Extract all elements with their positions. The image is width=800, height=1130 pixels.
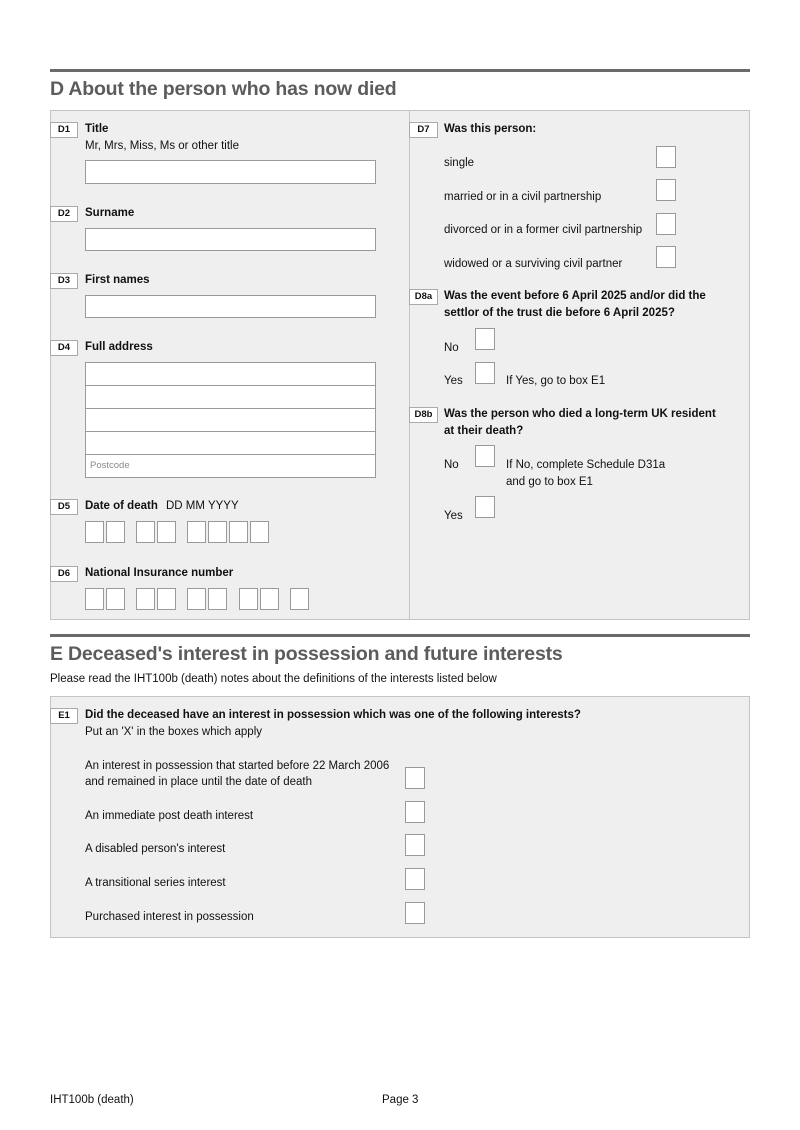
e1-option-label: Purchased interest in possession (85, 911, 254, 923)
d6-label: National Insurance number (85, 567, 234, 579)
d8b-no-checkbox[interactable] (475, 445, 495, 467)
d8b-yes-label: Yes (444, 510, 463, 522)
section-d-title: D About the person who has now died (50, 78, 397, 100)
dod-year-digit[interactable] (229, 521, 248, 543)
section-e-intro: Please read the IHT100b (death) notes about the definitions of the interests listed below (50, 673, 497, 685)
d4-code: D4 (50, 340, 78, 356)
footer-form-name: IHT100b (death) (50, 1094, 134, 1106)
section-e-title: E Deceased's interest in possession and future interests (50, 643, 563, 665)
e1-hint: Put an 'X' in the boxes which apply (85, 726, 262, 738)
ni-char[interactable] (260, 588, 279, 610)
d5-code: D5 (50, 499, 78, 515)
ni-char[interactable] (239, 588, 258, 610)
d7-option-label: married or in a civil partnership (444, 191, 602, 203)
e1-option-label: A transitional series interest (85, 877, 226, 889)
e1-option-label: An immediate post death interest (85, 810, 254, 822)
d8a-yes-label: Yes (444, 375, 463, 387)
full-address-field[interactable] (85, 362, 376, 478)
d7-married-checkbox[interactable] (656, 179, 676, 201)
e1-transitional-series-checkbox[interactable] (405, 868, 425, 890)
ni-char[interactable] (208, 588, 227, 610)
ni-char[interactable] (106, 588, 125, 610)
d8a-code: D8a (409, 289, 438, 305)
address-line-4[interactable] (85, 431, 376, 454)
d8a-label-line2: settlor of the trust die before 6 April 2025? (444, 307, 675, 319)
d7-label: Was this person: (444, 123, 537, 135)
title-input[interactable] (85, 160, 376, 184)
d2-code: D2 (50, 206, 78, 222)
d7-widowed-checkbox[interactable] (656, 246, 676, 268)
d8a-no-label: No (444, 342, 459, 354)
d2-label: Surname (85, 207, 135, 219)
d7-option-label: single (444, 157, 475, 169)
d8a-yes-checkbox[interactable] (475, 362, 495, 384)
postcode-label: Postcode (90, 460, 130, 471)
d7-divorced-checkbox[interactable] (656, 213, 676, 235)
d8b-label-line2: at their death? (444, 425, 524, 437)
d4-label: Full address (85, 341, 153, 353)
e1-code: E1 (50, 708, 78, 724)
d8a-label-line1: Was the event before 6 April 2025 and/or did the (444, 290, 706, 302)
e1-purchased-interest-checkbox[interactable] (405, 902, 425, 924)
ni-char[interactable] (290, 588, 309, 610)
e1-immediate-post-death-checkbox[interactable] (405, 801, 425, 823)
dod-year-digit[interactable] (250, 521, 269, 543)
address-line-1[interactable] (85, 362, 376, 385)
dod-day-digit[interactable] (106, 521, 125, 543)
ni-char[interactable] (136, 588, 155, 610)
e1-option-label: and remained in place until the date of death (85, 776, 312, 788)
ni-char[interactable] (157, 588, 176, 610)
e1-pre-2006-interest-checkbox[interactable] (405, 767, 425, 789)
section-d-rule (50, 69, 750, 72)
d7-option-label: divorced or in a former civil partnership (444, 224, 643, 236)
d8b-no-label: No (444, 459, 459, 471)
e1-label: Did the deceased have an interest in possession which was one of the following interests? (85, 709, 581, 721)
d3-label: First names (85, 274, 150, 286)
d7-option-label: widowed or a surviving civil partner (444, 258, 623, 270)
first-names-input[interactable] (85, 295, 376, 318)
d1-hint: Mr, Mrs, Miss, Ms or other title (85, 140, 239, 152)
footer-page-number: Page 3 (382, 1094, 419, 1106)
dod-month-digit[interactable] (157, 521, 176, 543)
d5-format: DD MM YYYY (166, 500, 239, 512)
d8a-no-checkbox[interactable] (475, 328, 495, 350)
address-line-3[interactable] (85, 408, 376, 431)
d7-code: D7 (409, 122, 438, 138)
e1-disabled-person-checkbox[interactable] (405, 834, 425, 856)
e1-option-label: An interest in possession that started before 22 March 2006 (85, 760, 390, 772)
d8b-no-note-line2: and go to box E1 (506, 476, 593, 488)
d8b-code: D8b (409, 407, 438, 423)
d8a-yes-note: If Yes, go to box E1 (506, 375, 606, 387)
ni-char[interactable] (187, 588, 206, 610)
d5-label: Date of death (85, 500, 158, 512)
d1-label: Title (85, 123, 109, 135)
dod-day-digit[interactable] (85, 521, 104, 543)
d3-code: D3 (50, 273, 78, 289)
surname-input[interactable] (85, 228, 376, 251)
dod-year-digit[interactable] (208, 521, 227, 543)
dod-year-digit[interactable] (187, 521, 206, 543)
d7-single-checkbox[interactable] (656, 146, 676, 168)
address-line-2[interactable] (85, 385, 376, 408)
section-d-divider (409, 111, 410, 619)
d8b-no-note-line1: If No, complete Schedule D31a (506, 459, 666, 471)
section-e-rule (50, 634, 750, 637)
e1-option-label: A disabled person's interest (85, 843, 226, 855)
postcode-field[interactable] (85, 454, 376, 478)
d8b-label-line1: Was the person who died a long-term UK resident (444, 408, 716, 420)
ni-char[interactable] (85, 588, 104, 610)
dod-month-digit[interactable] (136, 521, 155, 543)
d1-code: D1 (50, 122, 78, 138)
d8b-yes-checkbox[interactable] (475, 496, 495, 518)
d6-code: D6 (50, 566, 78, 582)
